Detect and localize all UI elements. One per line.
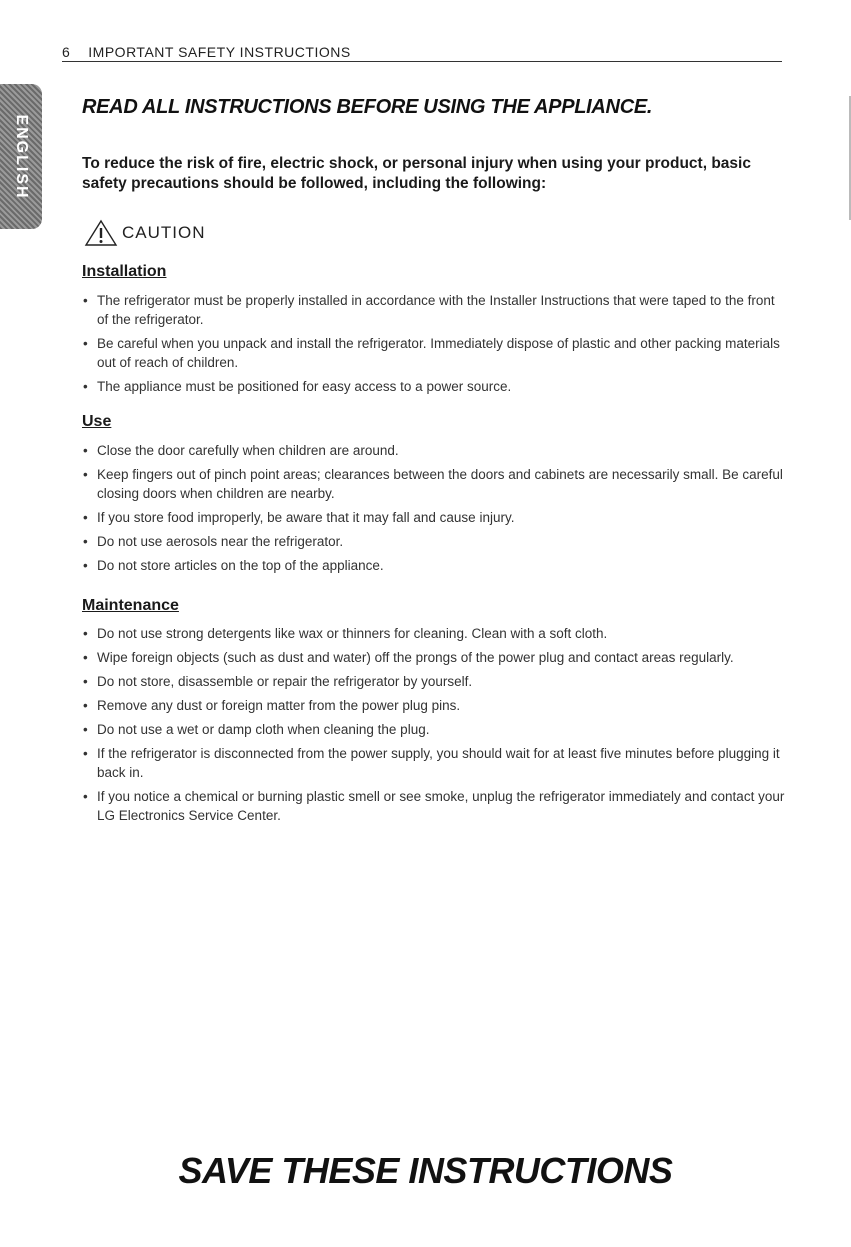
language-tab [0,84,42,229]
save-instructions-footer: SAVE THESE INSTRUCTIONS [178,1150,673,1191]
list-item: • Do not store articles on the top of the appliance. [82,556,787,575]
section-title-installation: Installation [82,263,167,280]
list-item: • Do not use aerosols near the refrigerator. [82,532,787,551]
list-item: • The appliance must be positioned for easy access to a power source. [82,377,787,396]
maintenance-list [82,624,787,830]
list-item: • The refrigerator must be properly installed in accordance with the Installer Instructions that were taped to the front of the refrigerator. [82,291,787,329]
section-title-maintenance: Maintenance [82,597,179,614]
list-item: • Do not store, disassemble or repair the refrigerator by yourself. [82,672,787,691]
header-title: IMPORTANT SAFETY INSTRUCTIONS [88,44,351,60]
caution-block [84,218,206,248]
list-item: • Wipe foreign objects (such as dust and water) off the prongs of the power plug and contact areas regularly. [82,648,787,667]
section-title-use: Use [82,413,112,430]
list-item: • If you store food improperly, be aware that it may fall and cause injury. [82,508,787,527]
warning-triangle-icon [84,219,118,247]
page-header [62,44,782,62]
caution-label: CAUTION [122,223,206,242]
installation-list [82,291,787,401]
list-item: • Do not use a wet or damp cloth when cleaning the plug. [82,720,787,739]
list-item: • Remove any dust or foreign matter from the power plug pins. [82,696,787,715]
list-item: • If you notice a chemical or burning plastic smell or see smoke, unplug the refrigerator immediately and contact your LG Electronics Service Center. [82,787,787,825]
use-list [82,441,787,580]
intro-paragraph: To reduce the risk of fire, electric shock, or personal injury when using your product, basic safety precautions should be followed, including the following: [82,155,751,192]
page-number: 6 [62,44,71,60]
list-item: • Keep fingers out of pinch point areas; clearances between the doors and cabinets are necessarily small. Be careful closing doors when children are nearby. [82,465,787,503]
list-item: • Do not use strong detergents like wax or thinners for cleaning. Clean with a soft cloth. [82,624,787,643]
language-tab-label: ENGLISH [13,113,30,200]
list-item: • Close the door carefully when children are around. [82,441,787,460]
list-item: • Be careful when you unpack and install the refrigerator. Immediately dispose of plastic and other packing materials out of reach of children. [82,334,787,372]
main-heading: READ ALL INSTRUCTIONS BEFORE USING THE APPLIANCE. [82,96,653,118]
list-item: • If the refrigerator is disconnected from the power supply, you should wait for at least five minutes before plugging it back in. [82,744,787,782]
